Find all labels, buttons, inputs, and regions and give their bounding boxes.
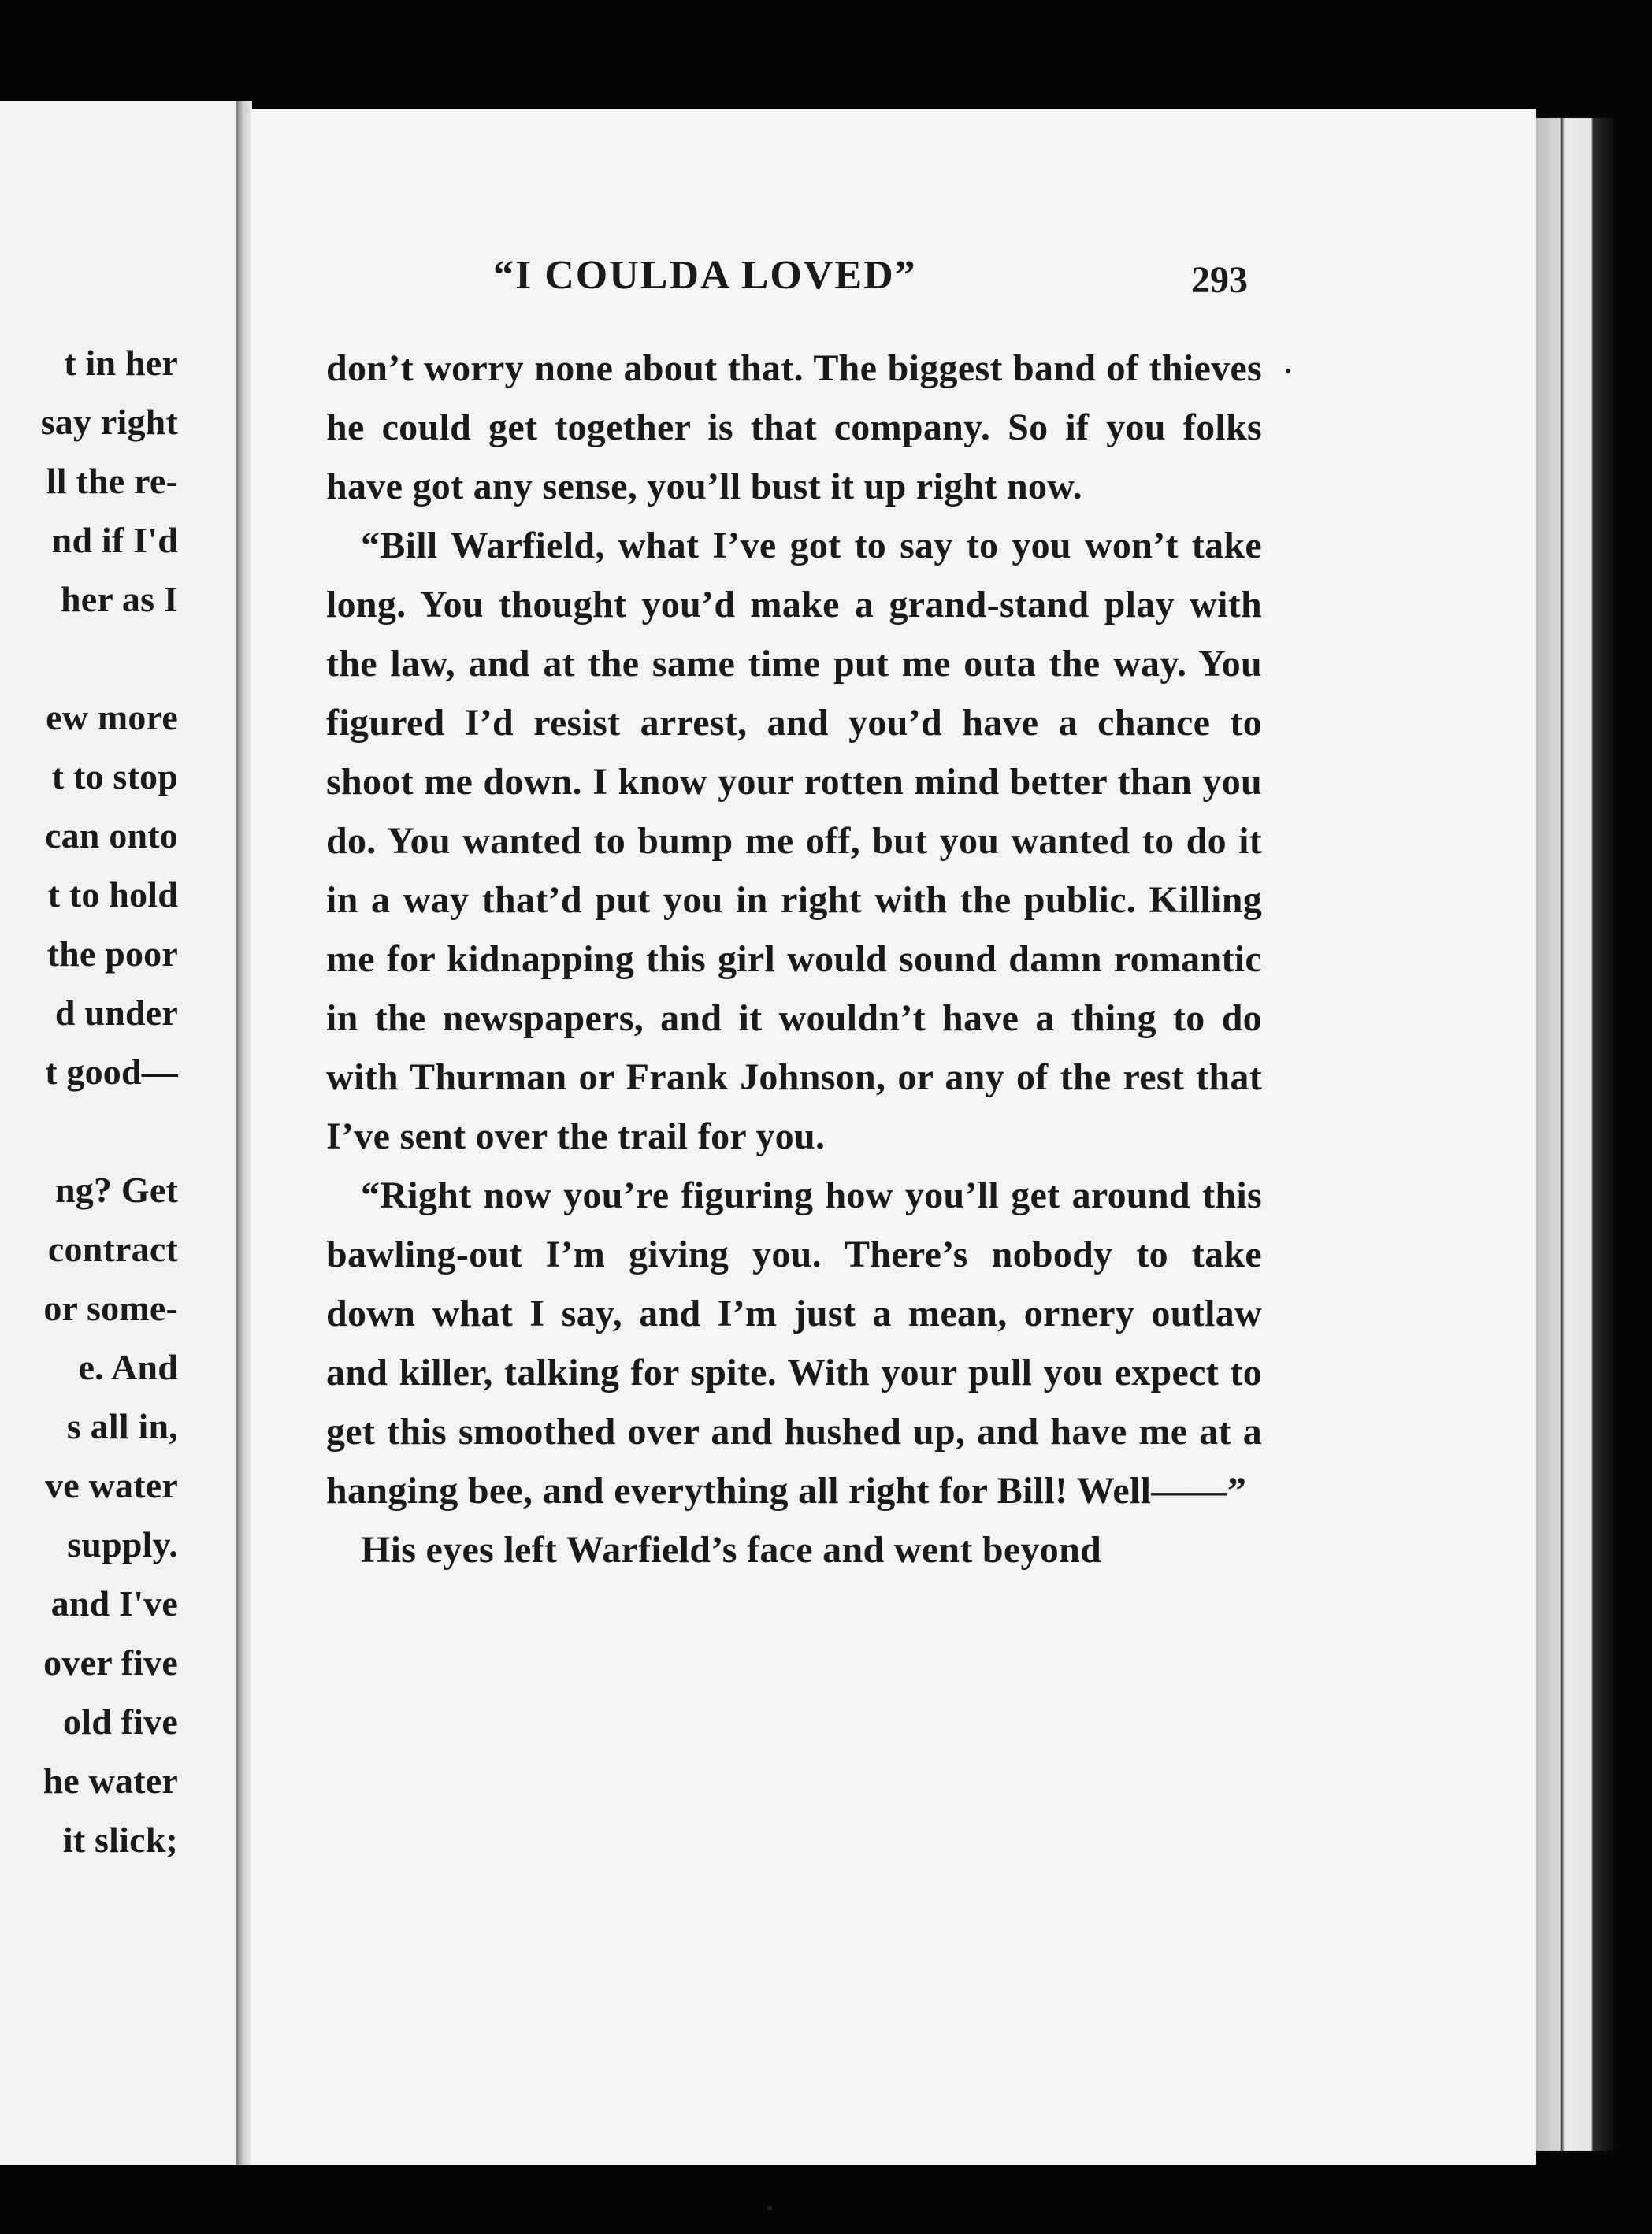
- paragraph: don’t worry none about that. The biggest band of thieves he could get together is that company. So if you folks have got any sense, you’ll bust it up right now.: [326, 347, 1262, 507]
- book-gutter: [236, 101, 252, 2165]
- page-number: 293: [1191, 259, 1248, 301]
- paragraph: “Bill Warfield, what I’ve got to say to you won’t take long. You thought you’d make a grand-stand play with the law, and at the same time put me outa the way. You figured I’d resist arrest, and you’d have a chance to shoot me down. I know your rotten mind better than you do. You wanted to bump me off, but you wanted to do it in a way that’d put you in right with the public. Killing me for kidnapping this girl would sound damn romantic in the newspapers, and it wouldn’t have a thing to do with Thurman or Frank Johnson, or any of the rest that I’ve sent over the trail for you.: [326, 525, 1262, 1157]
- left-page-line: ng? Get: [55, 1170, 178, 1210]
- left-page-line: or some-: [43, 1288, 178, 1328]
- left-page-line: t to stop: [51, 756, 178, 796]
- body-text: [326, 339, 1262, 1579]
- left-page-line: it slick;: [62, 1820, 178, 1860]
- paragraph: His eyes left Warfield’s face and went beyond: [361, 1529, 1102, 1571]
- left-page-line: t good—: [45, 1052, 178, 1092]
- left-page-line: s all in,: [66, 1406, 178, 1446]
- left-page-line: he water: [43, 1761, 178, 1801]
- paragraph: “Right now you’re figuring how you’ll get around this bawling-out I’m giving you. There’s nobody to take down what I say, and I’m just a mean, ornery outlaw and killer, talking for spite. With your pull you expect to get this smoothed over and hushed up, and have me at a hanging bee, and everything all right for Bill! Well——”: [326, 1175, 1262, 1512]
- left-page-line: and I've: [50, 1583, 178, 1624]
- left-page-line: her as I: [61, 579, 178, 619]
- left-page-line: the poor: [46, 933, 178, 974]
- left-page-line: say right: [40, 402, 178, 442]
- left-page-line: old five: [63, 1701, 178, 1742]
- left-page-line: contract: [47, 1229, 178, 1269]
- left-page-line: nd if I'd: [51, 520, 178, 560]
- left-page-line: t in her: [64, 343, 178, 383]
- left-page-line: d under: [54, 993, 178, 1033]
- left-page-line: e. And: [78, 1347, 178, 1387]
- left-page-line: ew more: [46, 697, 178, 737]
- left-page-line: can onto: [44, 815, 178, 855]
- left-page-line: supply.: [67, 1524, 178, 1564]
- left-page-line: t to hold: [47, 874, 178, 915]
- left-page-line: over five: [43, 1642, 178, 1683]
- left-page: [0, 101, 239, 2165]
- left-page-line: ll the re-: [46, 461, 178, 501]
- scan-speck: [767, 2206, 772, 2210]
- running-header: “I COULDA LOVED”: [493, 253, 917, 298]
- scan-speck: [1286, 369, 1290, 373]
- left-page-line: ve water: [45, 1465, 178, 1505]
- page-edge-stack: [1536, 118, 1615, 2151]
